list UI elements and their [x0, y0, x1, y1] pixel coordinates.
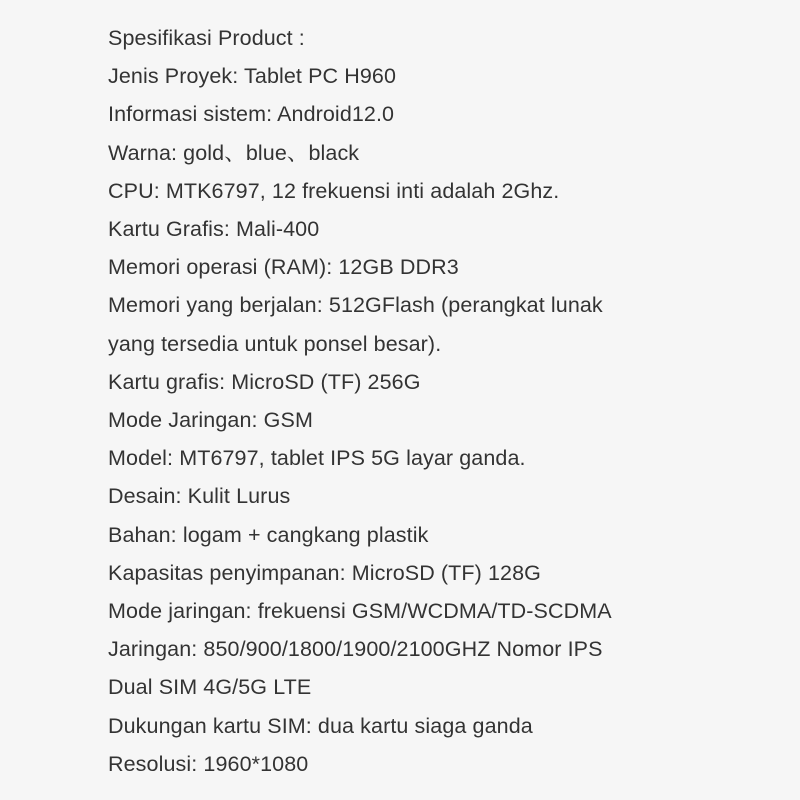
spec-line-running-memory-cont: yang tersedia untuk ponsel besar). — [108, 331, 442, 356]
spec-line-cpu: CPU: MTK6797, 12 frekuensi inti adalah 2Ghz. — [108, 178, 560, 203]
spec-line-dual-sim: Dual SIM 4G/5G LTE — [108, 675, 312, 700]
spec-line-sim-support: Dukungan kartu SIM: dua kartu siaga ganda — [108, 713, 533, 738]
spec-line-color: Warna: gold、blue、black — [108, 140, 360, 165]
spec-line-graphics-card: Kartu Grafis: Mali-400 — [108, 217, 320, 242]
spec-line-network-mode: Mode Jaringan: GSM — [108, 408, 313, 433]
spec-line-ram: Memori operasi (RAM): 12GB DDR3 — [108, 255, 459, 280]
spec-line-material: Bahan: logam + cangkang plastik — [108, 522, 429, 547]
spec-line-network-bands: Jaringan: 850/900/1800/1900/2100GHZ Nomor IPS — [108, 637, 603, 662]
spec-line-system: Informasi sistem: Android12.0 — [108, 102, 395, 127]
spec-line-model: Model: MT6797, tablet IPS 5G layar ganda. — [108, 446, 526, 471]
spec-line-card-slot: Kartu grafis: MicroSD (TF) 256G — [108, 369, 421, 394]
spec-line-network-frequency: Mode jaringan: frekuensi GSM/WCDMA/TD-SCDMA — [108, 599, 612, 624]
spec-line-resolution: Resolusi: 1960*1080 — [108, 751, 309, 776]
spec-heading: Spesifikasi Product : — [108, 26, 305, 50]
spec-line-storage: Kapasitas penyimpanan: MicroSD (TF) 128G — [108, 560, 541, 585]
spec-line-design: Desain: Kulit Lurus — [108, 484, 291, 509]
spec-line-project-type: Jenis Proyek: Tablet PC H960 — [108, 64, 397, 89]
spec-line-running-memory: Memori yang berjalan: 512GFlash (perangkat lunak — [108, 293, 603, 318]
